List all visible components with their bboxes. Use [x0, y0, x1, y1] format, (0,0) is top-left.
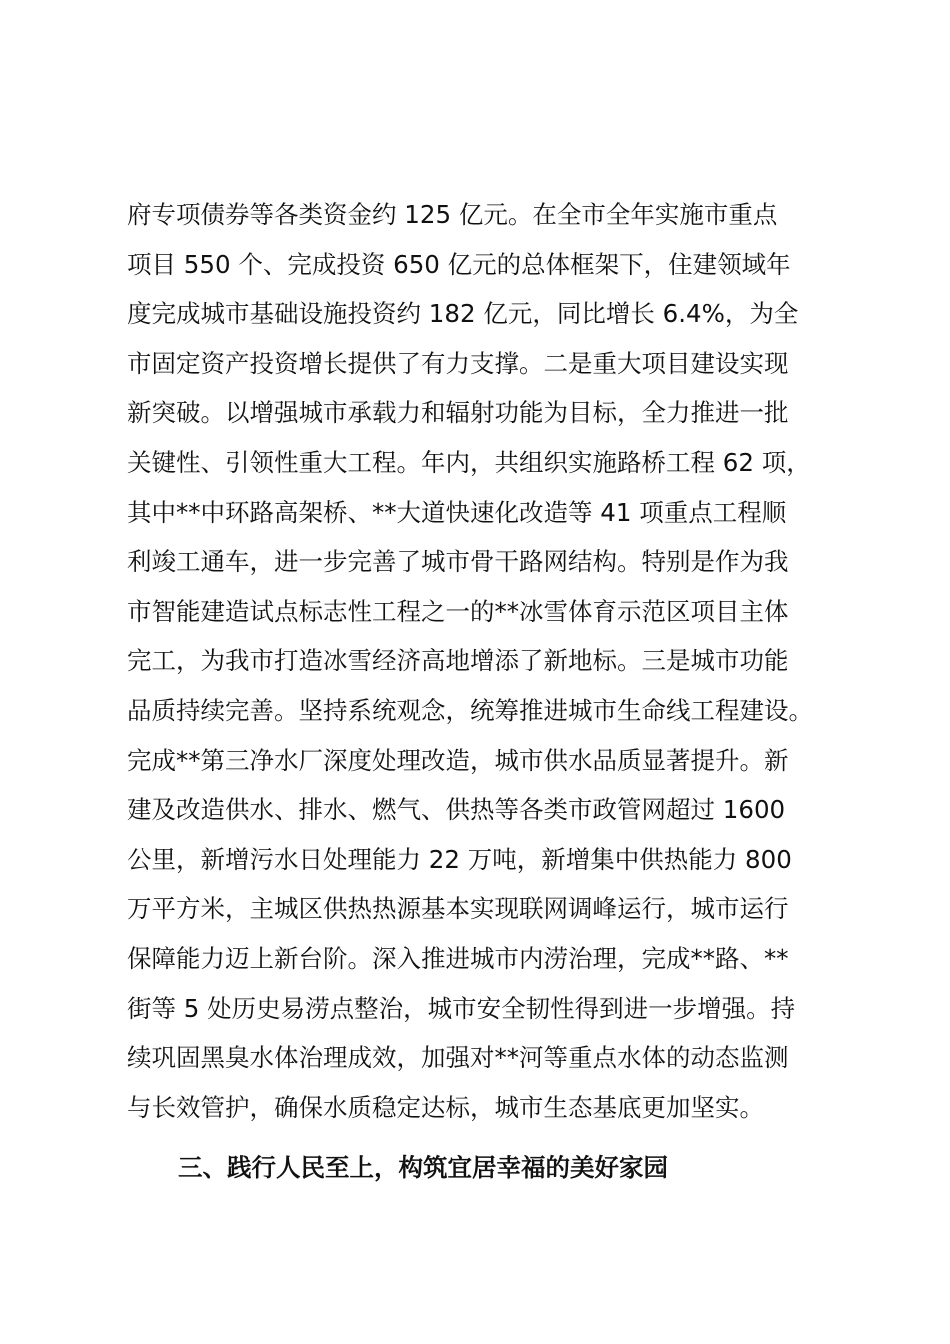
paragraph-line: 公里，新增污水日处理能力 22 万吨，新增集中供热能力 800	[127, 844, 792, 874]
section-heading: 三、践行人民至上，构筑宜居幸福的美好家园	[178, 1153, 668, 1182]
paragraph-line: 利竣工通车，进一步完善了城市骨干路网结构。特别是作为我	[127, 547, 789, 577]
paragraph-line: 项目 550 个、完成投资 650 亿元的总体框架下，住建领域年	[127, 249, 791, 279]
paragraph-line: 建及改造供水、排水、燃气、供热等各类市政管网超过 1600	[127, 795, 786, 825]
paragraph-line: 续巩固黑臭水体治理成效，加强对**河等重点水体的动态监测	[127, 1043, 789, 1073]
paragraph-line: 度完成城市基础设施投资约 182 亿元，同比增长 6.4%，为全	[127, 299, 799, 329]
paragraph-line: 新突破。以增强城市承载力和辐射功能为目标，全力推进一批	[127, 398, 789, 428]
body-paragraph	[127, 190, 837, 1132]
paragraph-line: 其中**中环路高架桥、**大道快速化改造等 41 项重点工程顺	[127, 497, 787, 527]
paragraph-line: 街等 5 处历史易涝点整治，城市安全韧性得到进一步增强。持	[127, 993, 796, 1023]
paragraph-line: 完成**第三净水厂深度处理改造，城市供水品质显著提升。新	[127, 745, 789, 775]
paragraph-line: 府专项债券等各类资金约 125 亿元。在全市全年实施市重点	[127, 200, 778, 229]
paragraph-line: 与长效管护，确保水质稳定达标，城市生态基底更加坚实。	[127, 1092, 764, 1122]
paragraph-line: 完工，为我市打造冰雪经济高地增添了新地标。三是城市功能	[127, 646, 789, 676]
paragraph-line: 市智能建造试点标志性工程之一的**冰雪体育示范区项目主体	[127, 596, 789, 626]
paragraph-line: 万平方米，主城区供热热源基本实现联网调峰运行，城市运行	[127, 894, 789, 924]
paragraph-line: 关键性、引领性重大工程。年内，共组织实施路桥工程 62 项，	[127, 447, 811, 477]
paragraph-line: 保障能力迈上新台阶。深入推进城市内涝治理，完成**路、**	[127, 943, 789, 973]
paragraph-line: 市固定资产投资增长提供了有力支撑。二是重大项目建设实现	[127, 348, 789, 378]
paragraph-line: 品质持续完善。坚持系统观念，统筹推进城市生命线工程建设。	[127, 695, 813, 725]
